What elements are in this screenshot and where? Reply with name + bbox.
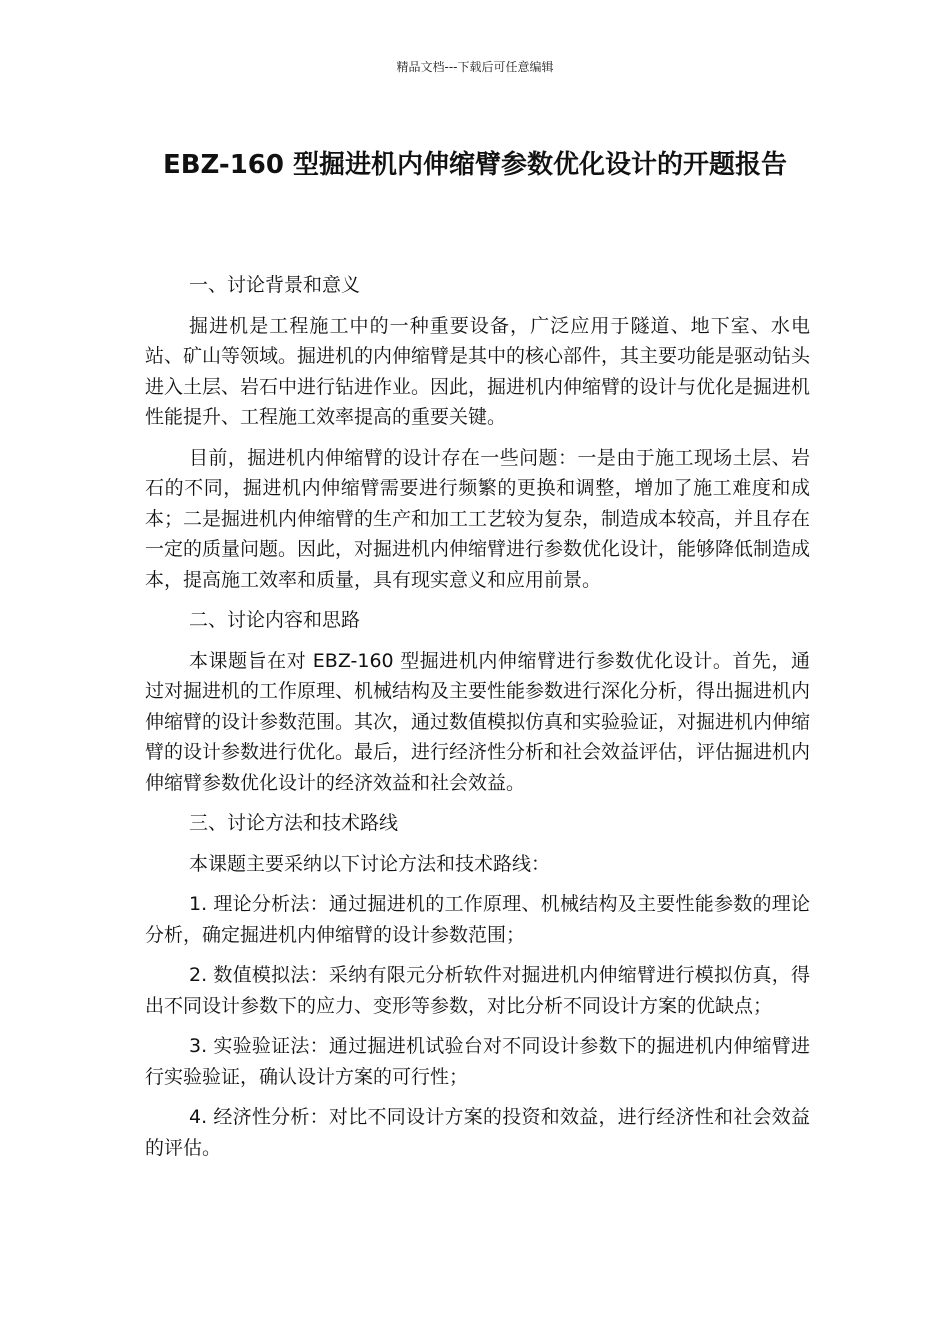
list-item: 1. 理论分析法：通过掘进机的工作原理、机械结构及主要性能参数的理论分析，确定掘进机内伸缩臂的设计参数范围； [145, 893, 810, 946]
document-body [145, 270, 810, 1173]
paragraph: 本课题主要采纳以下讨论方法和技术路线： [189, 852, 551, 875]
document-title: EBZ-160 型掘进机内伸缩臂参数优化设计的开题报告 [162, 150, 788, 180]
header-note: 精品文档---下载后可任意编辑 [396, 60, 554, 74]
list-item: 2. 数值模拟法：采纳有限元分析软件对掘进机内伸缩臂进行模拟仿真，得出不同设计参数下的应力、变形等参数，对比分析不同设计方案的优缺点； [145, 964, 810, 1017]
section-heading-background: 一、讨论背景和意义 [189, 274, 361, 296]
list-item: 3. 实验验证法：通过掘进机试验台对不同设计参数下的掘进机内伸缩臂进行实验验证，确认设计方案的可行性； [145, 1035, 810, 1088]
paragraph: 掘进机是工程施工中的一种重要设备，广泛应用于隧道、地下室、水电站、矿山等领域。掘进机的内伸缩臂是其中的核心部件，其主要功能是驱动钻头进入土层、岩石中进行钻进作业。因此，掘进机内伸缩臂的设计与优化是掘进机性能提升、工程施工效率提高的重要关键。 [145, 314, 811, 428]
paragraph: 本课题旨在对 EBZ-160 型掘进机内伸缩臂进行参数优化设计。首先，通过对掘进机的工作原理、机械结构及主要性能参数进行深化分析，得出掘进机内伸缩臂的设计参数范围。其次，通过数值模拟仿真和实验验证，对掘进机内伸缩臂的设计参数进行优化。最后，进行经济性分析和社会效益评估，评估掘进机内伸缩臂参数优化设计的经济效益和社会效益。 [145, 649, 811, 794]
section-heading-methods: 三、讨论方法和技术路线 [189, 812, 399, 834]
list-item: 4. 经济性分析：对比不同设计方案的投资和效益，进行经济性和社会效益的评估。 [145, 1106, 810, 1159]
section-heading-content: 二、讨论内容和思路 [189, 609, 361, 631]
paragraph: 目前，掘进机内伸缩臂的设计存在一些问题：一是由于施工现场土层、岩石的不同，掘进机内伸缩臂需要进行频繁的更换和调整，增加了施工难度和成本；二是掘进机内伸缩臂的生产和加工工艺较为复杂，制造成本较高，并且存在一定的质量问题。因此，对掘进机内伸缩臂进行参数优化设计，能够降低制造成本，提高施工效率和质量，具有现实意义和应用前景。 [145, 446, 811, 591]
